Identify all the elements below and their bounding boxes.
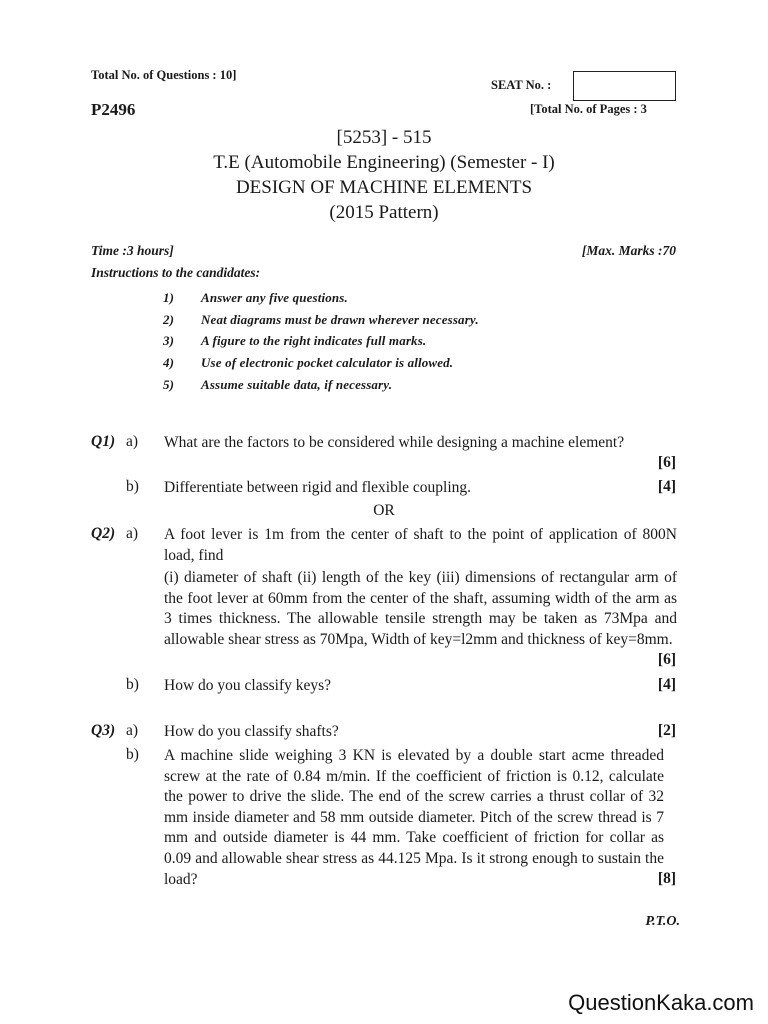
- instruction-text: Answer any five questions.: [201, 289, 348, 305]
- q2-part-b-marks: [4]: [657, 676, 676, 693]
- instruction-text: Use of electronic pocket calculator is allowed.: [201, 355, 454, 371]
- q3-part-a-label: a): [126, 722, 139, 739]
- time-limit: Time :3 hours]: [91, 243, 174, 258]
- q1-part-b-marks: [4]: [657, 478, 676, 495]
- q1-part-b-label: b): [126, 478, 139, 495]
- q1-part-b-text: Differentiate between rigid and flexible coupling.: [164, 479, 472, 496]
- instructions-heading: Instructions to the candidates:: [91, 265, 261, 280]
- max-marks: [Max. Marks :70: [581, 243, 676, 258]
- instruction-number: 5): [163, 377, 175, 393]
- instruction-item: [163, 352, 583, 374]
- q2-part-a-label: a): [126, 525, 139, 542]
- or-separator: OR: [373, 502, 395, 519]
- pattern-title: (2015 Pattern): [329, 202, 439, 223]
- question-number-q3: Q3): [91, 722, 116, 739]
- q2-part-a-text: (i) diameter of shaft (ii) length of the key (iii) dimensions of rectangular arm of the foot lever at 60mm from the center of the shaft, assuming width of the arm as 3 times thickness. The allowable tensile strength may be taken as 73Mpa and allowable shear stress as 70Mpa, Width of key=l2mm and thickness of key=8mm.: [164, 569, 677, 648]
- q1-part-a-marks: [6]: [657, 454, 676, 471]
- exam-code: [5253] - 515: [336, 127, 432, 148]
- question-number-q2: Q2): [91, 525, 116, 542]
- paper-code: P2496: [91, 100, 136, 119]
- instruction-item: [163, 287, 583, 309]
- instruction-item: [163, 331, 583, 353]
- q3-part-b-text: A machine slide weighing 3 KN is elevated by a double start acme threaded screw at the rate of 0.84 m/min. If the coefficient of friction is 0.12, calculate the power to drive the slide. The end of the screw carries a thrust collar of 32 mm inside diameter and 58 mm outside diameter. Pitch of the screw thread is 7 mm and outside diameter is 44 mm. Take coefficient of friction for collar as 0.09 and allowable shear stress as 44.125 Mpa. Is it strong enough to sustain the load?: [164, 747, 664, 888]
- instruction-text: Assume suitable data, if necessary.: [201, 377, 393, 393]
- q2-part-a-intro: A foot lever is 1m from the center of shaft to the point of application of 800N load, find: [164, 526, 677, 564]
- q1-part-a-label: a): [126, 433, 139, 450]
- instruction-item: [163, 374, 583, 396]
- q3-part-a-text: How do you classify shafts?: [164, 723, 339, 740]
- course-title: T.E (Automobile Engineering) (Semester - I): [213, 152, 555, 173]
- q3-part-b-label: b): [126, 746, 139, 763]
- seat-label: SEAT No. :: [491, 78, 552, 92]
- q1-part-a-text: What are the factors to be considered while designing a machine element?: [164, 434, 625, 451]
- q3-part-a-marks: [2]: [657, 722, 676, 739]
- instruction-text: A figure to the right indicates full marks.: [201, 333, 427, 349]
- total-questions: Total No. of Questions : 10]: [91, 68, 237, 82]
- instruction-number: 4): [163, 355, 175, 371]
- question-number-q1: Q1): [91, 433, 116, 450]
- q2-part-b-label: b): [126, 676, 139, 693]
- instruction-number: 3): [163, 333, 175, 349]
- q3-part-b-marks: [8]: [657, 870, 676, 887]
- instructions-list: [163, 287, 583, 396]
- watermark-logo: QuestionKaka.com: [568, 990, 754, 1015]
- total-pages: [Total No. of Pages : 3: [530, 102, 647, 116]
- instruction-number: 2): [163, 311, 175, 327]
- instruction-text: Neat diagrams must be drawn wherever necessary.: [201, 311, 479, 327]
- instruction-number: 1): [163, 289, 175, 305]
- subject-title: DESIGN OF MACHINE ELEMENTS: [235, 177, 533, 198]
- q2-part-b-text: How do you classify keys?: [164, 677, 332, 694]
- instruction-item: [163, 309, 583, 331]
- q2-part-a-marks: [6]: [657, 651, 676, 668]
- seat-number-box: [573, 71, 676, 101]
- please-turn-over: P.T.O.: [645, 914, 680, 929]
